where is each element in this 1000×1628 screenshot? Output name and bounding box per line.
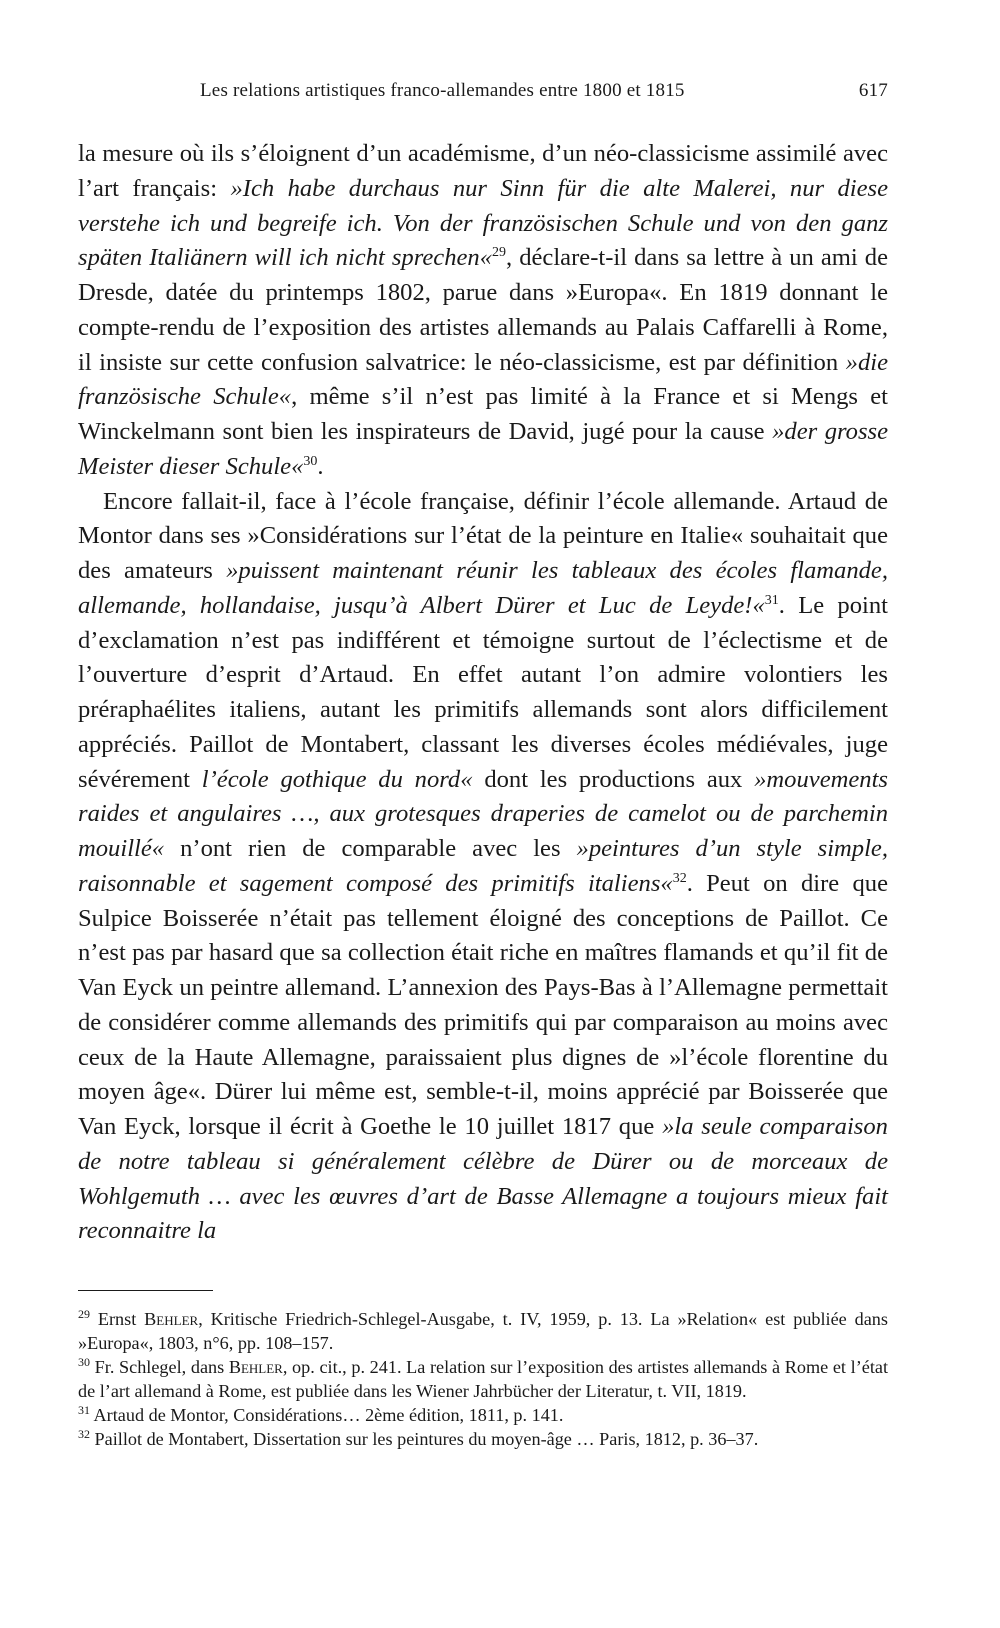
text-span: dont les productions aux (472, 765, 755, 793)
paragraph-1 (78, 137, 888, 485)
footnote-ref-30: 30 (303, 453, 318, 469)
footnote-text: Ernst (97, 1309, 145, 1329)
text-span: , même s’il n’est pas limité à la France et si Mengs et Winckelmann sont bien les inspirateurs de David, jugé pour la cause (78, 383, 888, 445)
footnote-text: Fr. Schlegel, dans (94, 1357, 229, 1377)
footnotes (78, 1307, 888, 1451)
author-name: Behler (144, 1309, 199, 1329)
author-name: Behler (228, 1357, 283, 1377)
quotation: l’école gothique du nord« (201, 765, 473, 793)
footnote-32 (78, 1427, 888, 1451)
footnote-ref-31: 31 (764, 592, 779, 608)
page-number: 617 (858, 80, 888, 101)
footnote-number: 32 (78, 1427, 90, 1441)
quotation: »Ich habe durchaus nur Sinn für die alte Malerei, nur diese verstehe ich und begreife ich. Von der französischen Schule und von den ganz späten Italiänern will ich nicht sprechen« (78, 174, 889, 272)
footnote-ref-32: 32 (672, 870, 687, 886)
paragraph-2 (78, 485, 888, 1250)
footnote-text: Artaud de Montor, Considérations… 2ème édition, 1811, p. 141. (93, 1405, 564, 1425)
text-span: . Le point d’exclamation n’est pas indifférent et témoigne surtout de l’éclectisme et de l’ouverture d’esprit d’Artaud. En effet autant l’on admire volontiers les préraphaélites italiens, autant les primitifs allemands sont alors difficilement appréciés. Paillot de Montabert, classant les diverses écoles médiévales, juge sévérement (78, 591, 888, 793)
running-title: Les relations artistiques franco-allemandes entre 1800 et 1815 (200, 80, 685, 101)
text-span: Encore fallait-il, face à l’école française, définir l’école allemande. Artaud de Montor dans ses »Considérations sur l’état de la peinture en Italie« souhaitait que des amateurs (78, 487, 888, 584)
text-span: . Peut on dire que Sulpice Boisserée n’était pas tellement éloigné des conceptions de Paillot. Ce n’est pas par hasard que sa collection était riche en maîtres flamands et qu’il fit de Van Eyck un peintre allemand. L’annexion des Pays-Bas à l’Allemagne permettait de considérer comme allemands des primitifs qui par comparaison au moins avec ceux de la Haute Allemagne, paraissaient plus dignes de »l’école florentine du moyen âge«. Dürer lui même est, semble-t-il, moins apprécié par Boisserée que Van Eyck, lorsque il écrit à Goethe le 10 juillet 1817 que (78, 869, 888, 1140)
footnote-number: 31 (78, 1403, 90, 1417)
main-text (78, 137, 888, 1249)
footnote-number: 29 (78, 1307, 90, 1321)
quotation: »der grosse Meister dieser Schule« (78, 418, 888, 480)
text-span: . (317, 452, 324, 480)
footnote-number: 30 (78, 1355, 90, 1369)
quotation: »puissent maintenant réunir les tableaux des écoles flamande, allemande, hollandaise, jusqu’à Albert Dürer et Luc de Leyde!« (78, 557, 888, 619)
quotation: »mouvements raides et angulaires …, aux grotesques draperies de camelot ou de parchemin mouillé« (78, 765, 888, 862)
text-span: la mesure où ils s’éloignent d’un académisme, d’un néo-classicisme assimilé avec l’art français: (78, 140, 888, 202)
footnote-ref-29: 29 (492, 245, 507, 261)
footnote-text: , Kritische Friedrich-Schlegel-Ausgabe, t. IV, 1959, p. 13. La »Relation« est publiée dans »Europa«, 1803, n°6, pp. 108–157. (78, 1309, 888, 1353)
footnote-separator (78, 1290, 213, 1291)
footnote-text: , op. cit., p. 241. La relation sur l’exposition des artistes allemands à Rome et l’état de l’art allemand à Rome, est publiée dans les Wiener Jahrbücher der Literatur, t. VII, 1819. (78, 1357, 888, 1401)
footnote-31 (78, 1403, 888, 1427)
footnote-29 (78, 1307, 888, 1355)
quotation: »la seule comparaison de notre tableau si généralement célèbre de Dürer ou de morceaux de Wohlgemuth … avec les œuvres d’art de Basse Allemagne a toujours mieux fait reconnaitre la (78, 1113, 888, 1245)
footnote-text: Paillot de Montabert, Dissertation sur les peintures du moyen-âge … Paris, 1812, p. 36–37. (94, 1429, 759, 1449)
quotation: »die französische Schule« (78, 348, 888, 411)
text-span: , déclare-t-il dans sa lettre à un ami de Dresde, datée du printemps 1802, parue dans »Europa«. En 1819 donnant le compte-rendu de l’exposition des artistes allemands au Palais Caffarelli à Rome, il insiste sur cette confusion salvatrice: le néo-classicisme, est par définition (78, 244, 888, 376)
quotation: »peintures d’un style simple, raisonnable et sagement composé des primitifs italiens« (78, 835, 888, 897)
footnote-30 (78, 1355, 888, 1403)
text-span: n’ont rien de comparable avec les (164, 835, 577, 862)
